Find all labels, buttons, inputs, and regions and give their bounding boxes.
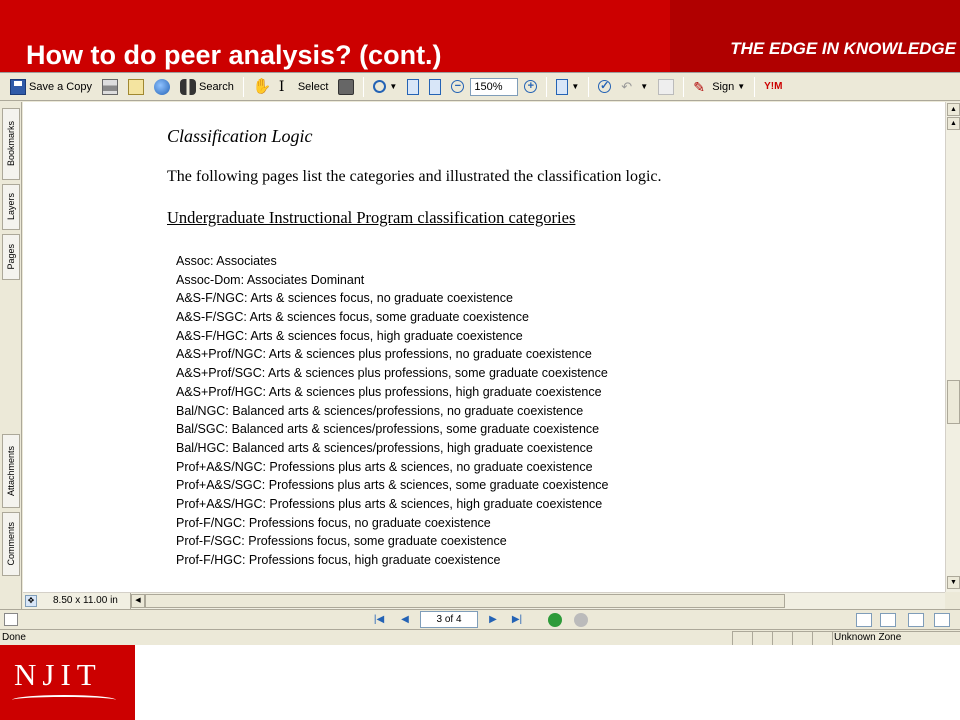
- binoculars-icon: [180, 79, 196, 95]
- logo-swoosh: [12, 695, 116, 705]
- copy-icon: [658, 79, 674, 95]
- document-subheading: Undergraduate Instructional Program classification categories: [167, 208, 576, 227]
- status-text: Done: [2, 632, 26, 643]
- fit-height-button[interactable]: [403, 76, 423, 98]
- tagline: THE EDGE IN KNOWLEDGE: [730, 39, 956, 58]
- spellcheck-button[interactable]: [594, 76, 615, 98]
- scroll-up-button[interactable]: ▲: [947, 117, 960, 130]
- category-item: Assoc: Associates: [176, 254, 277, 268]
- toolbar-separator: [588, 77, 589, 97]
- category-item: A&S-F/NGC: Arts & sciences focus, no graduate coexistence: [176, 291, 513, 306]
- chevron-down-icon: ▼: [737, 82, 746, 91]
- sign-button[interactable]: [689, 76, 749, 98]
- status-cell: [812, 631, 832, 645]
- header-band: [670, 0, 960, 74]
- facing-view-button[interactable]: [908, 613, 924, 627]
- pen-icon: ✎: [693, 78, 705, 95]
- continuous-facing-view-button[interactable]: [934, 613, 950, 627]
- select-tool-button[interactable]: [275, 76, 333, 98]
- logo-text: NJIT: [14, 657, 102, 692]
- rotate-page-icon: [556, 79, 568, 95]
- search-button[interactable]: [176, 76, 238, 98]
- document-heading: Classification Logic: [167, 126, 313, 146]
- save-copy-label: Save a Copy: [29, 80, 92, 93]
- printer-icon: [102, 79, 118, 95]
- status-cell: [732, 631, 752, 645]
- status-cell: [772, 631, 792, 645]
- toolbar-separator: [546, 77, 547, 97]
- category-item: Prof+A&S/HGC: Professions plus arts & sciences, high graduate coexistence: [176, 496, 603, 511]
- scroll-thumb[interactable]: [947, 380, 960, 424]
- page-number-input[interactable]: 3 of 4: [420, 611, 478, 628]
- tab-label: Layers: [6, 193, 16, 221]
- search-label: Search: [198, 80, 234, 93]
- print-button[interactable]: [98, 76, 122, 98]
- undo-icon: ↶: [621, 78, 633, 94]
- zoom-out-button[interactable]: [447, 76, 468, 98]
- chevron-down-icon: ▼: [389, 82, 398, 91]
- category-item: Bal/HGC: Balanced arts & sciences/professions, high graduate coexistence: [176, 440, 593, 455]
- snapshot-button[interactable]: [334, 76, 358, 98]
- first-page-button[interactable]: |◀: [373, 614, 385, 625]
- zoom-tool-button[interactable]: [369, 76, 401, 98]
- tab-attachments[interactable]: [2, 434, 20, 508]
- undo-button[interactable]: [617, 76, 652, 98]
- chevron-down-icon: ▼: [571, 82, 580, 91]
- spellcheck-icon: ✓: [600, 80, 610, 92]
- hand-nav-icon[interactable]: ✥: [25, 595, 37, 607]
- fit-page-icon: [407, 79, 419, 95]
- status-cell: [752, 631, 772, 645]
- messenger-button[interactable]: [760, 76, 786, 98]
- save-copy-button[interactable]: [6, 76, 96, 98]
- vertical-scrollbar[interactable]: [945, 102, 960, 592]
- tab-comments[interactable]: [2, 512, 20, 576]
- category-item: A&S+Prof/HGC: Arts & sciences plus professions, high graduate coexistence: [176, 384, 602, 399]
- select-label: Select: [297, 80, 329, 93]
- continuous-view-button[interactable]: [880, 613, 896, 627]
- horizontal-bar: [23, 592, 945, 609]
- security-zone: Unknown Zone: [834, 632, 902, 643]
- category-item: Bal/NGC: Balanced arts & sciences/professions, no graduate coexistence: [176, 403, 584, 418]
- organizer-icon: [128, 79, 144, 95]
- save-icon: [10, 79, 26, 95]
- previous-page-button[interactable]: ◀: [401, 614, 409, 625]
- category-item: Bal/SGC: Balanced arts & sciences/professions, some graduate coexistence: [176, 422, 600, 437]
- hand-tool-button[interactable]: [249, 76, 273, 98]
- tab-label: Bookmarks: [6, 121, 16, 167]
- text-cursor-icon: I: [278, 78, 285, 95]
- hand-icon: ✋: [252, 77, 272, 95]
- category-item: A&S-F/SGC: Arts & sciences focus, some graduate coexistence: [176, 310, 529, 325]
- go-forward-icon[interactable]: [574, 613, 588, 627]
- toolbar-separator: [683, 77, 684, 97]
- category-item: Prof-F/NGC: Professions focus, no graduate coexistence: [176, 515, 491, 530]
- category-item: Assoc-Dom: Associates Dominant: [176, 272, 365, 287]
- minus-icon: −: [451, 80, 464, 93]
- fit-width-icon: [429, 79, 441, 95]
- horizontal-scroll-thumb[interactable]: [145, 594, 785, 608]
- chevron-down-icon: ▼: [640, 82, 649, 91]
- zoom-in-button[interactable]: [520, 76, 541, 98]
- category-item: A&S+Prof/SGC: Arts & sciences plus professions, some graduate coexistence: [176, 366, 608, 381]
- scroll-down-button[interactable]: ▼: [947, 576, 960, 589]
- document-intro: The following pages list the categories and illustrated the classification logic.: [167, 168, 662, 185]
- zoom-input[interactable]: 150%: [470, 78, 518, 96]
- tab-label: Pages: [6, 244, 16, 270]
- category-item: A&S+Prof/NGC: Arts & sciences plus professions, no graduate coexistence: [176, 347, 592, 362]
- scroll-left-button[interactable]: ◀: [131, 594, 145, 608]
- messenger-icon: Y!M: [764, 81, 783, 92]
- organizer-button[interactable]: [124, 76, 148, 98]
- tab-bookmarks[interactable]: [2, 108, 20, 180]
- category-list: [176, 252, 609, 570]
- slide-title: How to do peer analysis? (cont.): [26, 40, 442, 70]
- globe-icon: [154, 79, 170, 95]
- page-navigation-bar: [0, 609, 960, 629]
- slide-header: [0, 0, 960, 74]
- category-item: Prof+A&S/SGC: Professions plus arts & sciences, some graduate coexistence: [176, 478, 609, 493]
- pdf-viewer-window: [0, 72, 960, 644]
- njit-logo: [0, 645, 135, 720]
- tab-layers[interactable]: [2, 184, 20, 230]
- web-button[interactable]: [150, 76, 174, 98]
- copy-button[interactable]: [654, 76, 678, 98]
- rotate-button[interactable]: [552, 76, 583, 98]
- toolbar-separator: [243, 77, 244, 97]
- category-item: Prof-F/HGC: Professions focus, high graduate coexistence: [176, 553, 501, 567]
- navigation-tabs: [0, 102, 22, 609]
- page-size-label: 8.50 x 11.00 in: [53, 595, 118, 606]
- toolbar-separator: [754, 77, 755, 97]
- fit-width-button[interactable]: [425, 76, 445, 98]
- sign-label: Sign: [712, 80, 735, 93]
- category-item: Prof-F/SGC: Professions focus, some graduate coexistence: [176, 534, 507, 549]
- last-page-button[interactable]: ▶|: [511, 614, 523, 625]
- scroll-up-button[interactable]: ▲: [947, 103, 960, 116]
- plus-icon: +: [524, 80, 537, 93]
- camera-icon: [338, 79, 354, 95]
- next-page-button[interactable]: ▶: [489, 614, 497, 625]
- category-item: Prof+A&S/NGC: Professions plus arts & sciences, no graduate coexistence: [176, 459, 593, 474]
- magnifier-icon: [373, 80, 386, 93]
- page-size-indicator: [23, 593, 131, 609]
- tab-pages[interactable]: [2, 234, 20, 280]
- tab-label: Attachments: [6, 445, 16, 497]
- status-bar: [0, 629, 960, 645]
- toolbar: [0, 73, 960, 101]
- document-page[interactable]: [23, 102, 945, 592]
- go-back-icon[interactable]: [548, 613, 562, 627]
- tab-label: Comments: [6, 522, 16, 566]
- toolbar-separator: [363, 77, 364, 97]
- status-cell: [792, 631, 812, 645]
- panel-toggle-icon[interactable]: [4, 613, 18, 626]
- single-page-view-button[interactable]: [856, 613, 872, 627]
- category-item: A&S-F/HGC: Arts & sciences focus, high graduate coexistence: [176, 328, 523, 343]
